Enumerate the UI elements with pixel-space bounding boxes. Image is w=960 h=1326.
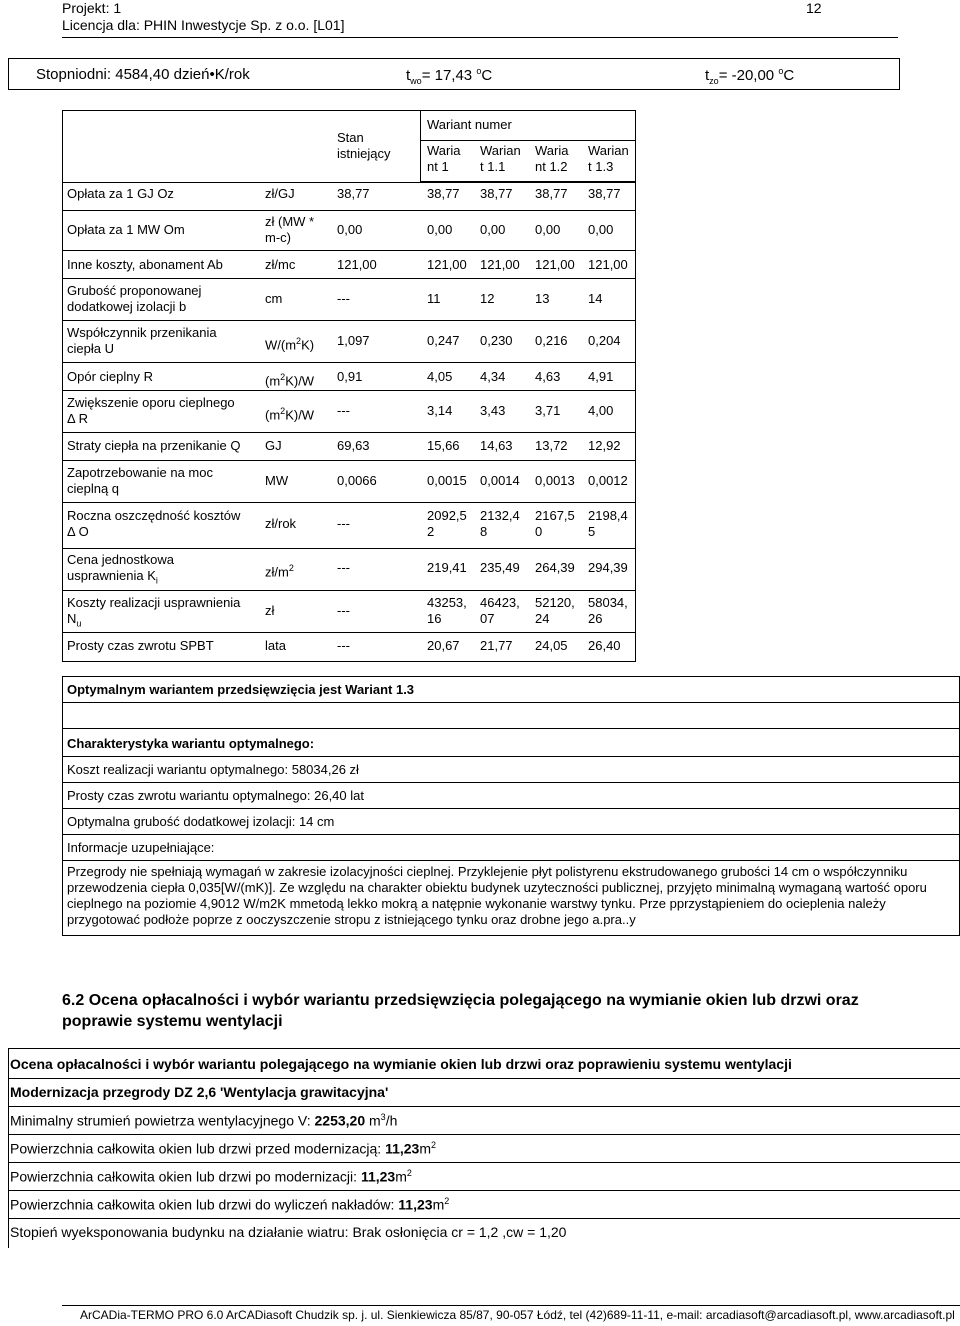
cell: 121,00 <box>337 257 377 272</box>
row-divider <box>62 320 636 321</box>
row-label-o: Roczna oszczędność kosztów Δ O <box>67 508 241 539</box>
cell: 15,66 <box>427 438 460 453</box>
stan-header-1: Stan <box>337 130 364 145</box>
cell: 1,097 <box>337 333 370 348</box>
cell: 0,00 <box>337 222 363 237</box>
cell: 38,77 <box>535 186 568 201</box>
cell: 13,72 <box>535 438 568 453</box>
row-unit-o: zł/rok <box>265 516 297 531</box>
cell: 4,05 <box>427 369 453 384</box>
cell: 0,216 <box>535 333 568 348</box>
cell: 14,63 <box>480 438 513 453</box>
cell: 52120, 24 <box>535 595 575 626</box>
air-flow-row: Minimalny strumień powietrza wentylacyjnego V: 2253,20 $m^3/h$ <box>10 1112 398 1129</box>
row-divider <box>62 182 636 183</box>
cell: 58034, 26 <box>588 595 628 626</box>
area-after-row: Powierzchnia całkowita okien lub drzwi po modernizacji: $11,23m^2$ <box>10 1168 412 1185</box>
cell: 38,77 <box>480 186 513 201</box>
row-label-n: Koszty realizacji usprawnienia $N_u$ <box>67 595 241 629</box>
cell: 0,00 <box>535 222 561 237</box>
cell: 0,0013 <box>535 473 575 488</box>
cell: 12,92 <box>588 438 621 453</box>
optimal-cost: Koszt realizacji wariantu optymalnego: 58034,26 zł <box>67 762 359 777</box>
row-divider <box>62 590 636 591</box>
cell: 4,63 <box>535 369 561 384</box>
row-divider <box>8 1134 960 1135</box>
optimal-variant-text: Optymalnym wariantem przedsięwzięcia jest Wariant 1.3 <box>67 682 415 697</box>
cell: 4,34 <box>480 369 506 384</box>
row-divider <box>62 460 636 461</box>
row-unit-k: $zł/m^2$ <box>265 563 294 580</box>
row-unit-r: $(m^2K)/W$ <box>265 372 315 389</box>
row-divider <box>62 548 636 549</box>
area-cost-row: Powierzchnia całkowita okien lub drzwi do wyliczeń nakładów: $11,23m^2$ <box>10 1196 450 1213</box>
info-title: Informacje uzupełniające: <box>67 840 215 855</box>
row-unit-power: MW <box>265 473 289 488</box>
cell: 2132,4 8 <box>480 508 520 539</box>
cell: 21,77 <box>480 638 513 653</box>
row-divider <box>62 390 636 391</box>
header-divider <box>62 37 898 38</box>
variant-number-label: Wariant numer <box>427 117 512 132</box>
row-label-power: Zapotrzebowanie na moc cieplną q <box>67 465 213 496</box>
cell: --- <box>337 291 350 306</box>
row-unit-q: GJ <box>265 438 282 453</box>
row-label-spbt: Prosty czas zwrotu SPBT <box>67 638 214 653</box>
degree-days-box <box>8 58 900 90</box>
cell: 0,00 <box>427 222 453 237</box>
row-divider <box>62 432 636 433</box>
box-divider <box>62 782 960 783</box>
cell: 38,77 <box>427 186 460 201</box>
footer-divider <box>62 1305 960 1306</box>
optimal-thickness: Optymalna grubość dodatkowej izolacji: 14 cm <box>67 814 335 829</box>
cell: 0,00 <box>588 222 614 237</box>
cell: 235,49 <box>480 560 520 575</box>
row-divider <box>8 1078 960 1079</box>
cell: 294,39 <box>588 560 628 575</box>
row-divider <box>62 210 636 211</box>
windows-table-title: Ocena opłacalności i wybór wariantu polegającego na wymianie okien lub drzwi oraz poprawieniu systemu wentylacji <box>10 1056 792 1072</box>
row-label-u: Współczynnik przenikania ciepła U <box>67 325 217 356</box>
project-label: Projekt: 1 <box>62 0 122 16</box>
t-zo-value: $t_{zo}= -20,00$ $^o$C <box>705 66 795 86</box>
cell: 2198,4 5 <box>588 508 628 539</box>
variant-1-2-header: Waria nt 1.2 <box>535 143 569 174</box>
cell: 3,43 <box>480 403 506 418</box>
stan-header-2: istniejący <box>337 146 391 161</box>
cell: 26,40 <box>588 638 621 653</box>
cell: 4,00 <box>588 403 614 418</box>
cell: 38,77 <box>337 186 370 201</box>
row-divider <box>8 1162 960 1163</box>
cell: 20,67 <box>427 638 460 653</box>
cell: 2167,5 0 <box>535 508 575 539</box>
box-divider <box>62 808 960 809</box>
row-divider <box>8 1218 960 1219</box>
row-divider <box>62 362 636 363</box>
box-divider <box>62 860 960 861</box>
row-unit-ab: zł/mc <box>265 257 296 272</box>
row-divider <box>62 502 636 503</box>
cell: --- <box>337 516 350 531</box>
cell: 0,00 <box>480 222 506 237</box>
variant-1-1-header: Warian t 1.1 <box>480 143 521 174</box>
cell: 121,00 <box>535 257 575 272</box>
cell: 0,247 <box>427 333 460 348</box>
box-divider <box>62 702 960 703</box>
row-label-k: Cena jednostkowa usprawnienia $K_i$ <box>67 552 174 586</box>
footer-text: ArCADia-TERMO PRO 6.0 ArCADiasoft Chudzik sp. j. ul. Sienkiewicza 85/87, 90-057 Łódź, tel (42)689-11-11, e-mail: arcadiasoft@arcadiasoft.pl, www.arcadiasoft.pl <box>80 1308 955 1322</box>
modernization-label: Modernizacja przegrody DZ 2,6 'Wentylacja grawitacyjna' <box>10 1084 389 1100</box>
row-unit-oz: zł/GJ <box>265 186 295 201</box>
row-unit-b: cm <box>265 291 283 306</box>
box-divider <box>62 756 960 757</box>
cell: 43253, 16 <box>427 595 467 626</box>
cell: 0,91 <box>337 369 363 384</box>
row-divider <box>62 632 636 633</box>
cell: 0,204 <box>588 333 621 348</box>
cell: 0,230 <box>480 333 513 348</box>
cell: 24,05 <box>535 638 568 653</box>
t-wo-value: $t_{wo}= 17,43$ $^o$C <box>406 66 493 86</box>
row-label-r: Opór cieplny R <box>67 369 153 384</box>
cell: 46423, 07 <box>480 595 520 626</box>
row-unit-om: zł (MW * m-c) <box>265 214 315 245</box>
cell: 0,0014 <box>480 473 520 488</box>
cell: 13 <box>535 291 550 306</box>
optimal-payback: Prosty czas zwrotu wariantu optymalnego: 26,40 lat <box>67 788 364 803</box>
section-heading: 6.2 Ocena opłacalności i wybór wariantu przedsięwzięcia polegającego na wymianie okien lub drzwi oraz poprawie systemu wentylacji <box>62 992 859 1030</box>
cell: 4,91 <box>588 369 614 384</box>
characteristics-title: Charakterystyka wariantu optymalnego: <box>67 736 315 751</box>
cell: 3,14 <box>427 403 453 418</box>
cell: 0,0066 <box>337 473 377 488</box>
page-header <box>62 0 344 34</box>
row-divider <box>62 250 636 251</box>
row-label-om: Opłata za 1 MW Om <box>67 222 185 237</box>
license-label: Licencja dla: PHIN Inwestycje Sp. z o.o. [L01] <box>62 17 345 33</box>
box-divider <box>62 834 960 835</box>
row-label-oz: Opłata za 1 GJ Oz <box>67 186 174 201</box>
cell: 0,0012 <box>588 473 628 488</box>
row-label-ab: Inne koszty, abonament Ab <box>67 257 223 272</box>
row-label-dr: Zwiększenie oporu cieplnego Δ R <box>67 395 235 426</box>
row-label-b: Grubość proponowanej dodatkowej izolacji b <box>67 283 202 314</box>
row-unit-n: zł <box>265 603 275 618</box>
variant-1-header: Waria nt 1 <box>427 143 461 174</box>
cell: 121,00 <box>480 257 520 272</box>
cell: --- <box>337 603 350 618</box>
variant-divider <box>420 140 636 141</box>
row-unit-spbt: lata <box>265 638 286 653</box>
row-divider <box>8 1190 960 1191</box>
wind-exposure-row: Stopień wyeksponowania budynku na działanie wiatru: Brak osłonięcia cr = 1,2 ,cw = 1,20 <box>10 1224 567 1240</box>
cell: --- <box>337 560 350 575</box>
degree-days-label: Stopniodni: 4584,40 dzień•K/rok <box>36 66 250 83</box>
cell: 38,77 <box>588 186 621 201</box>
cell: 121,00 <box>427 257 467 272</box>
cell: 2092,5 2 <box>427 508 467 539</box>
cell: 264,39 <box>535 560 575 575</box>
cell: --- <box>337 638 350 653</box>
cell: 0,0015 <box>427 473 467 488</box>
cell: 219,41 <box>427 560 467 575</box>
row-divider <box>8 1106 960 1107</box>
row-unit-u: $W/(m^2K)$ <box>265 336 315 353</box>
cell: 12 <box>480 291 495 306</box>
row-label-q: Straty ciepła na przenikanie Q <box>67 438 241 453</box>
cell: 3,71 <box>535 403 561 418</box>
cell: 14 <box>588 291 603 306</box>
area-before-row: Powierzchnia całkowita okien lub drzwi przed modernizacją: $11,23m^2$ <box>10 1140 437 1157</box>
row-unit-dr: $(m^2K)/W$ <box>265 406 315 423</box>
supplementary-note: Przegrody nie spełniają wymagań w zakresie izolacyjności cieplnej. Przyklejenie płyt polistyrenu ekstrudowanego grubości 14 cm o współczynniku przewodzenia ciepła 0,035[W/(mK)]. Ze względu na charakter obiektu budynek uzyteczności publicznej, przyjęto minimalną wymaganą wartość oporu cieplnego na poziomie 4,9012 W/m2K mmetodą lekko mokrą a natępnie wykonanie warstwy tynku. Prze pprzystąpieniem do ocieplenia należy przygotować podłoże poprze z ooczyszczenie stropu z istniejącego tynku oraz drobne jego a.pra..y <box>67 864 927 927</box>
variant-1-3-header: Warian t 1.3 <box>588 143 629 174</box>
box-divider <box>62 728 960 729</box>
cell: 11 <box>427 291 441 306</box>
cell: 69,63 <box>337 438 370 453</box>
cell: 121,00 <box>588 257 628 272</box>
cell: --- <box>337 403 350 418</box>
page-number: 12 <box>806 0 822 16</box>
row-divider <box>62 278 636 279</box>
